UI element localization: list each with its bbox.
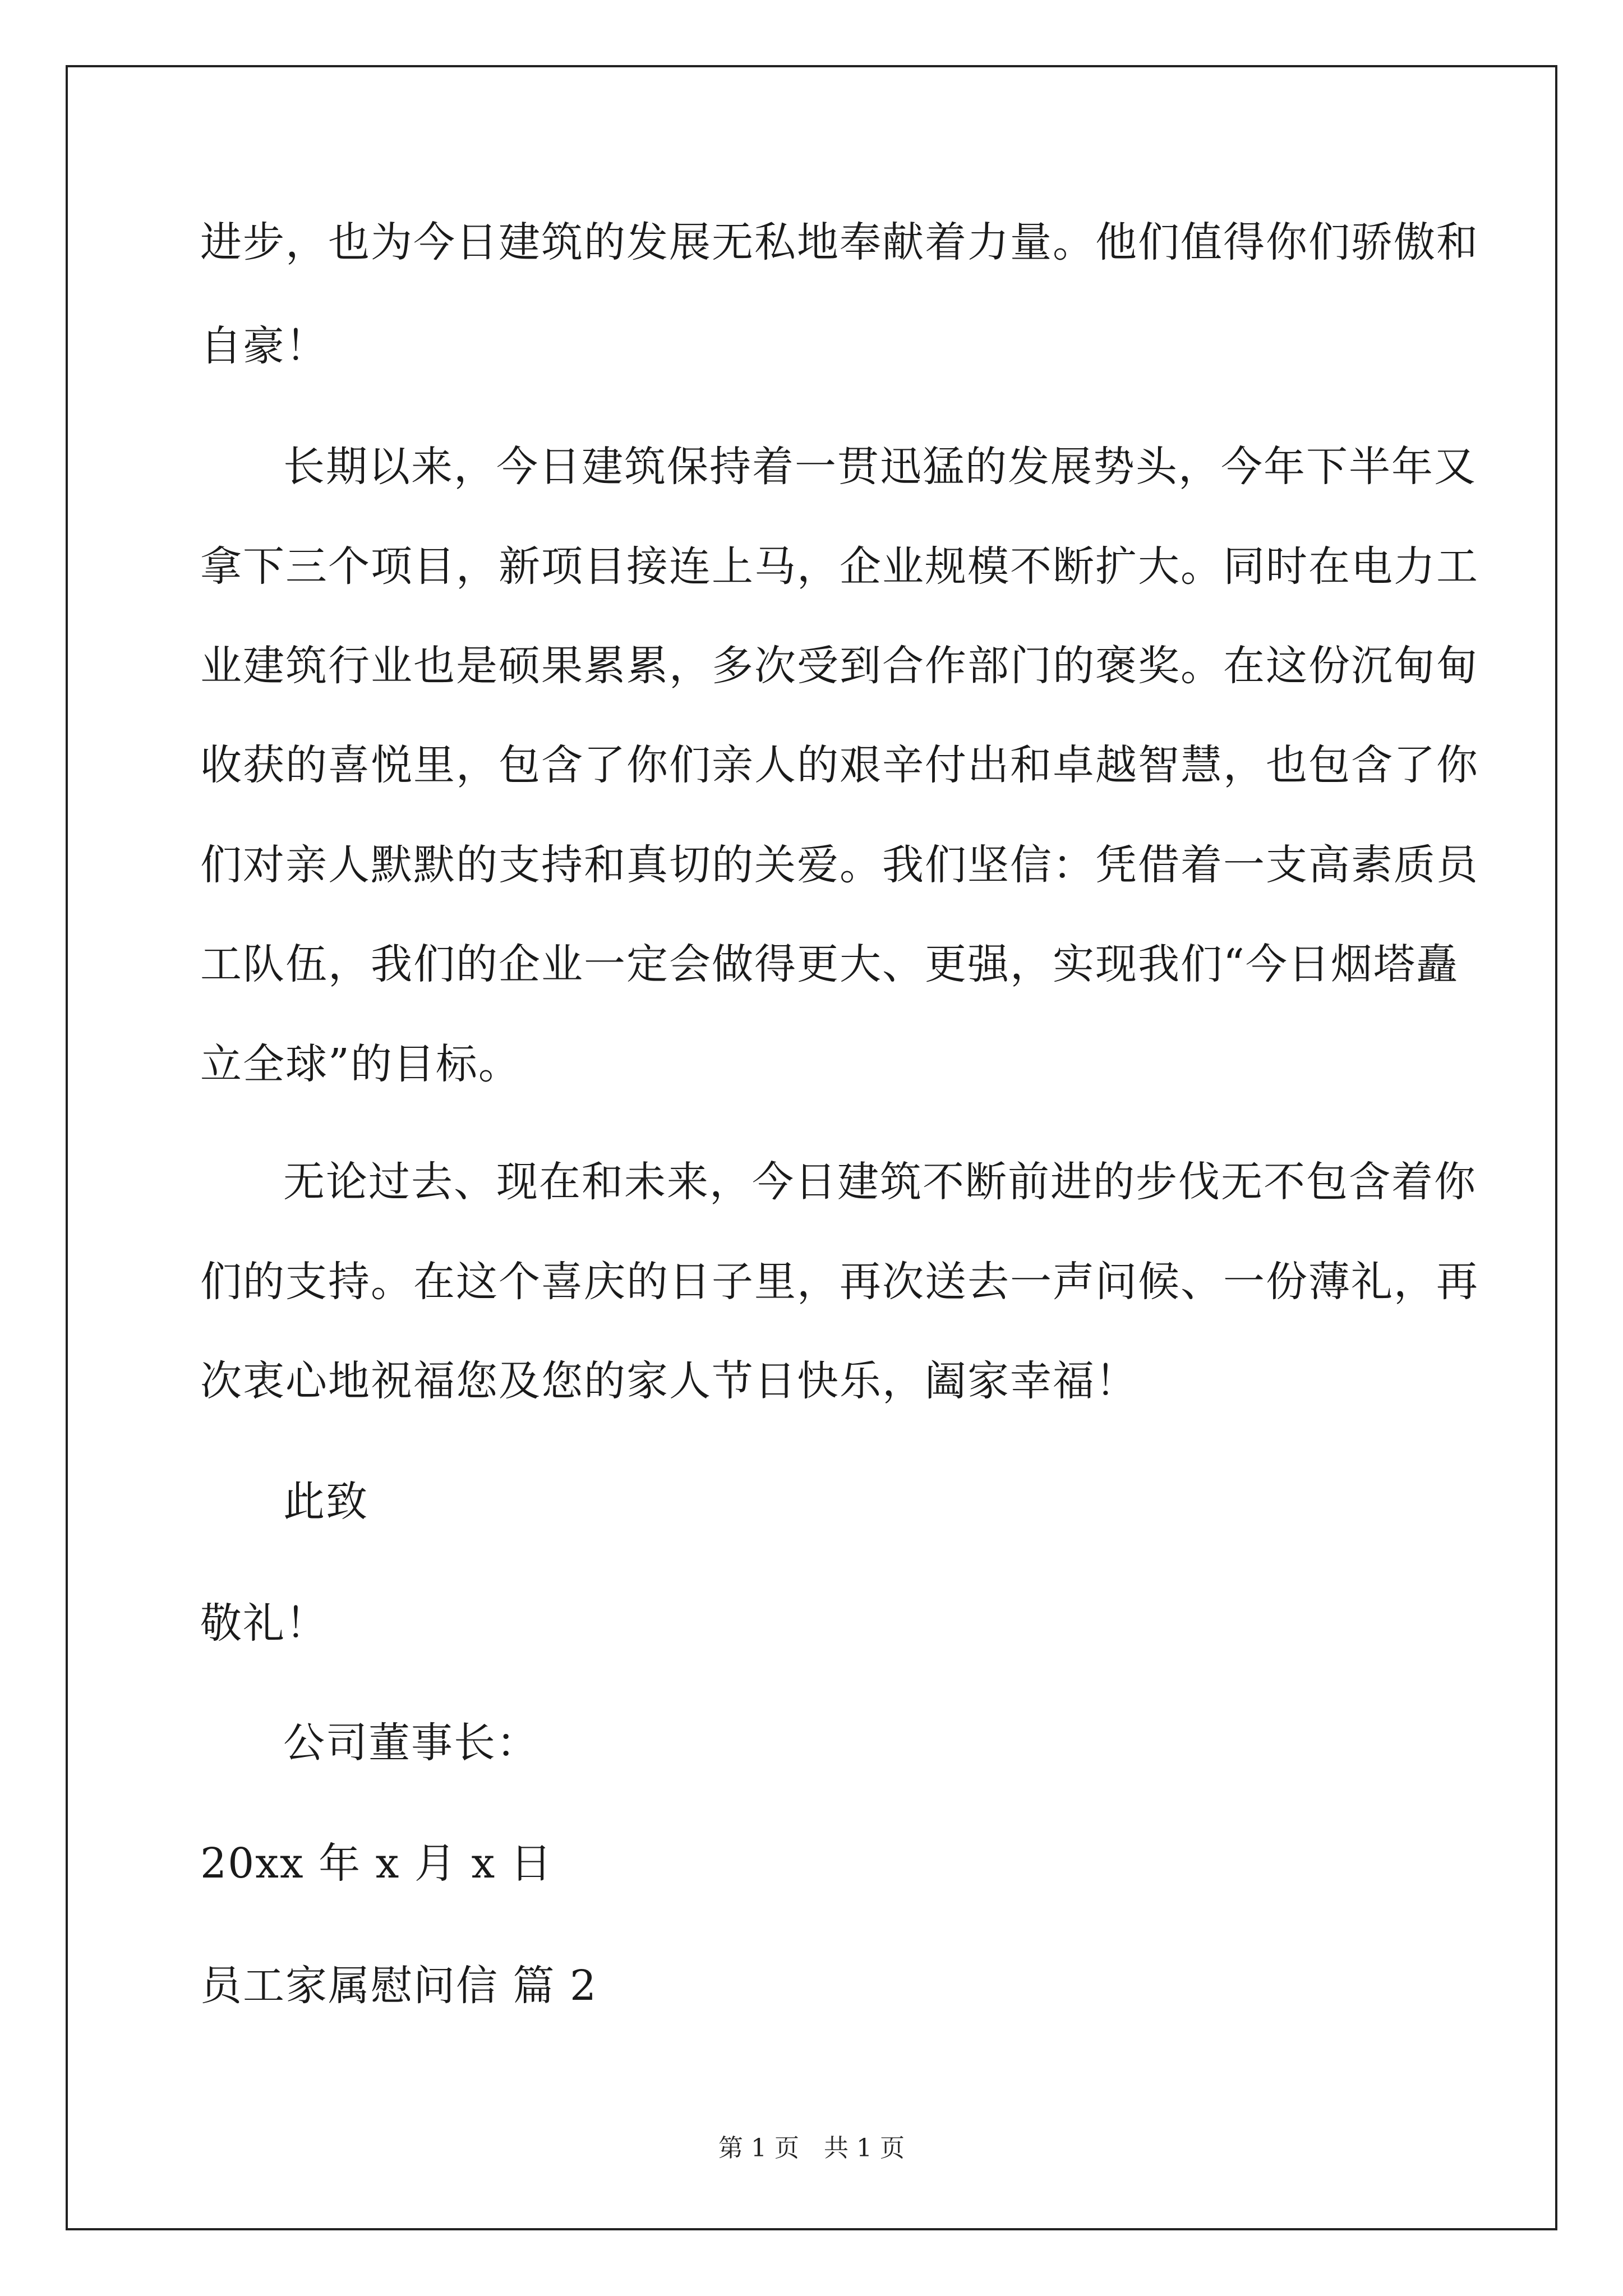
paragraph-line: 次衷心地祝福您及您的家人节日快乐，阖家幸福！ xyxy=(200,1357,1138,1405)
paragraph-line: 进步，也为今日建筑的发展无私地奉献着力量。他们值得你们骄傲和 xyxy=(200,218,1479,266)
paragraph-line: 们对亲人默默的支持和真切的关爱。我们坚信：凭借着一支高素质员 xyxy=(200,841,1479,889)
paragraph-line: 业建筑行业也是硕果累累，多次受到合作部门的褒奖。在这份沉甸甸 xyxy=(200,642,1479,690)
paragraph-line: 们的支持。在这个喜庆的日子里，再次送去一声问候、一份薄礼，再 xyxy=(200,1258,1479,1306)
paragraph-line: 长期以来，今日建筑保持着一贯迅猛的发展势头，今年下半年又 xyxy=(283,443,1477,491)
closing-regards: 敬礼！ xyxy=(200,1599,328,1648)
page-number-footer: 第 1 页 共 1 页 xyxy=(718,2134,905,2162)
closing-salutation: 此致 xyxy=(283,1478,368,1526)
letter-date: 20xx 年 x 月 x 日 xyxy=(200,1839,553,1888)
paragraph-line: 拿下三个项目，新项目接连上马，企业规模不断扩大。同时在电力工 xyxy=(200,542,1479,591)
page-border xyxy=(66,65,1557,2230)
section-heading: 员工家属慰问信 篇 2 xyxy=(200,1962,598,2010)
paragraph-line: 无论过去、现在和未来，今日建筑不断前进的步伐无不包含着你 xyxy=(283,1158,1477,1206)
paragraph-line: 立全球”的目标。 xyxy=(200,1040,521,1088)
paragraph-line: 收获的喜悦里，包含了你们亲人的艰辛付出和卓越智慧，也包含了你 xyxy=(200,741,1479,789)
signature-title: 公司董事长： xyxy=(283,1719,539,1767)
paragraph-line: 工队伍，我们的企业一定会做得更大、更强，实现我们“今日烟塔矗 xyxy=(200,940,1459,988)
paragraph-line: 自豪！ xyxy=(200,322,328,370)
